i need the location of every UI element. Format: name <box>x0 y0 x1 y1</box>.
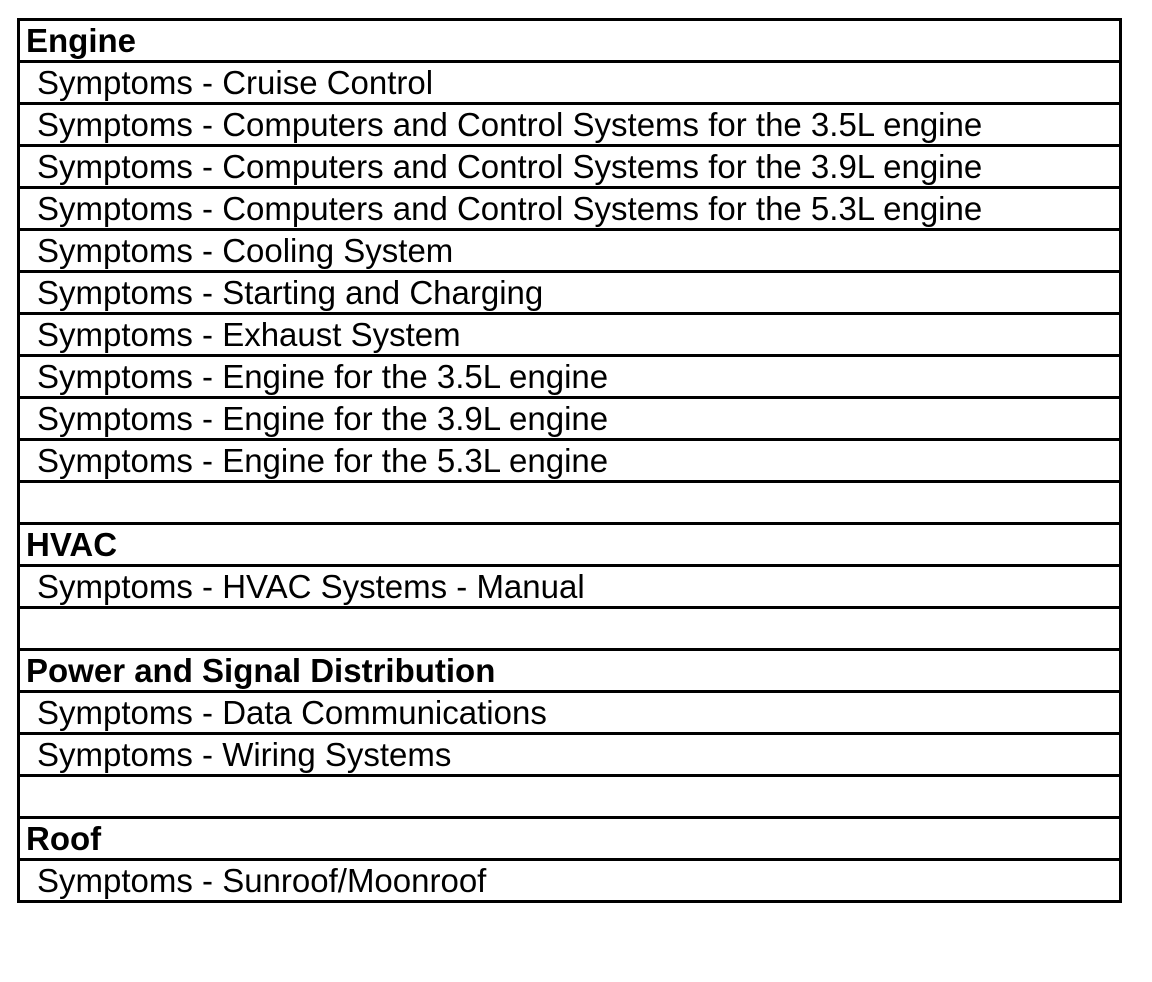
table-row <box>19 188 1121 230</box>
symptom-item: Symptoms - Computers and Control Systems for the 3.9L engine <box>19 146 1121 188</box>
symptom-item: Symptoms - Cooling System <box>19 230 1121 272</box>
section-header-row <box>19 818 1121 860</box>
symptom-item: Symptoms - Cruise Control <box>19 62 1121 104</box>
symptom-item: Symptoms - Engine for the 3.5L engine <box>19 356 1121 398</box>
symptom-item: Symptoms - Engine for the 5.3L engine <box>19 440 1121 482</box>
spacer-row <box>19 776 1121 818</box>
symptom-item: Symptoms - Engine for the 3.9L engine <box>19 398 1121 440</box>
table-row <box>19 356 1121 398</box>
symptom-item: Symptoms - HVAC Systems - Manual <box>19 566 1121 608</box>
spacer-row <box>19 482 1121 524</box>
symptom-item: Symptoms - Exhaust System <box>19 314 1121 356</box>
table-row <box>19 398 1121 440</box>
table-row <box>19 566 1121 608</box>
table-row <box>19 146 1121 188</box>
symptom-item: Symptoms - Computers and Control Systems for the 3.5L engine <box>19 104 1121 146</box>
section-header-row <box>19 650 1121 692</box>
symptom-item: Symptoms - Sunroof/Moonroof <box>19 860 1121 902</box>
symptoms-table-body <box>19 20 1121 902</box>
section-title-roof: Roof <box>19 818 1121 860</box>
spacer-row <box>19 608 1121 650</box>
table-row <box>19 692 1121 734</box>
empty-cell <box>19 776 1121 818</box>
section-header-row <box>19 20 1121 62</box>
section-title-engine: Engine <box>19 20 1121 62</box>
table-row <box>19 734 1121 776</box>
table-row <box>19 440 1121 482</box>
section-header-row <box>19 524 1121 566</box>
table-row <box>19 860 1121 902</box>
symptom-item: Symptoms - Data Communications <box>19 692 1121 734</box>
table-row <box>19 62 1121 104</box>
empty-cell <box>19 482 1121 524</box>
table-row <box>19 104 1121 146</box>
symptom-item: Symptoms - Starting and Charging <box>19 272 1121 314</box>
symptom-item: Symptoms - Wiring Systems <box>19 734 1121 776</box>
symptoms-table <box>17 18 1122 903</box>
table-row <box>19 272 1121 314</box>
section-title-power-and-signal-distribution: Power and Signal Distribution <box>19 650 1121 692</box>
empty-cell <box>19 608 1121 650</box>
section-title-hvac: HVAC <box>19 524 1121 566</box>
table-row <box>19 230 1121 272</box>
symptom-item: Symptoms - Computers and Control Systems for the 5.3L engine <box>19 188 1121 230</box>
table-row <box>19 314 1121 356</box>
